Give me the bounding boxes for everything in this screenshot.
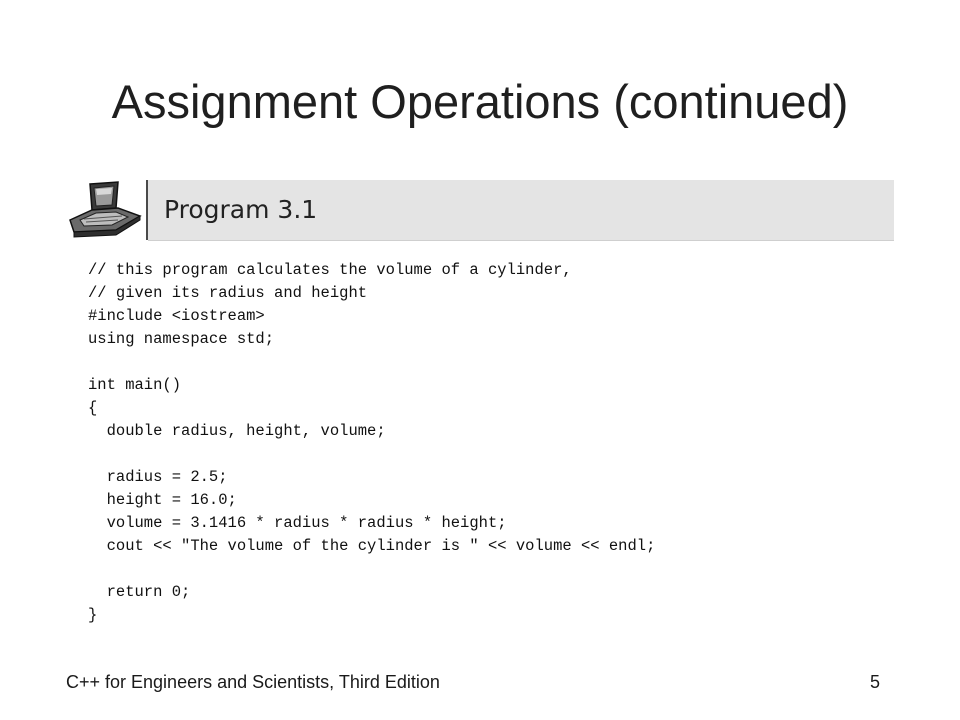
program-header [66,180,894,240]
code-line [88,351,888,374]
code-line: // given its radius and height [88,284,368,302]
code-line: cout << "The volume of the cylinder is " << volume << endl; [88,537,656,555]
code-line: // this program calculates the volume of a cylinder, [88,261,572,279]
page-number: 5 [869,672,880,692]
code-line: using namespace std; [88,330,275,348]
code-line [88,443,888,466]
code-line: height = 16.0; [88,491,237,509]
code-line: } [88,606,98,624]
code-listing [88,259,888,627]
code-line: int main() [88,376,182,394]
code-line: double radius, height, volume; [88,422,386,440]
code-line: #include <iostream> [88,307,265,325]
code-line [88,558,888,581]
program-label: Program 3.1 [164,195,318,224]
code-line: return 0; [88,583,191,601]
code-line: radius = 2.5; [88,468,228,486]
slide-title: Assignment Operations (continued) [111,75,849,128]
code-line: { [88,399,98,417]
footer-title: C++ for Engineers and Scientists, Third Edition [66,672,440,692]
laptop-icon [66,180,146,240]
code-line: volume = 3.1416 * radius * radius * height; [88,514,507,532]
